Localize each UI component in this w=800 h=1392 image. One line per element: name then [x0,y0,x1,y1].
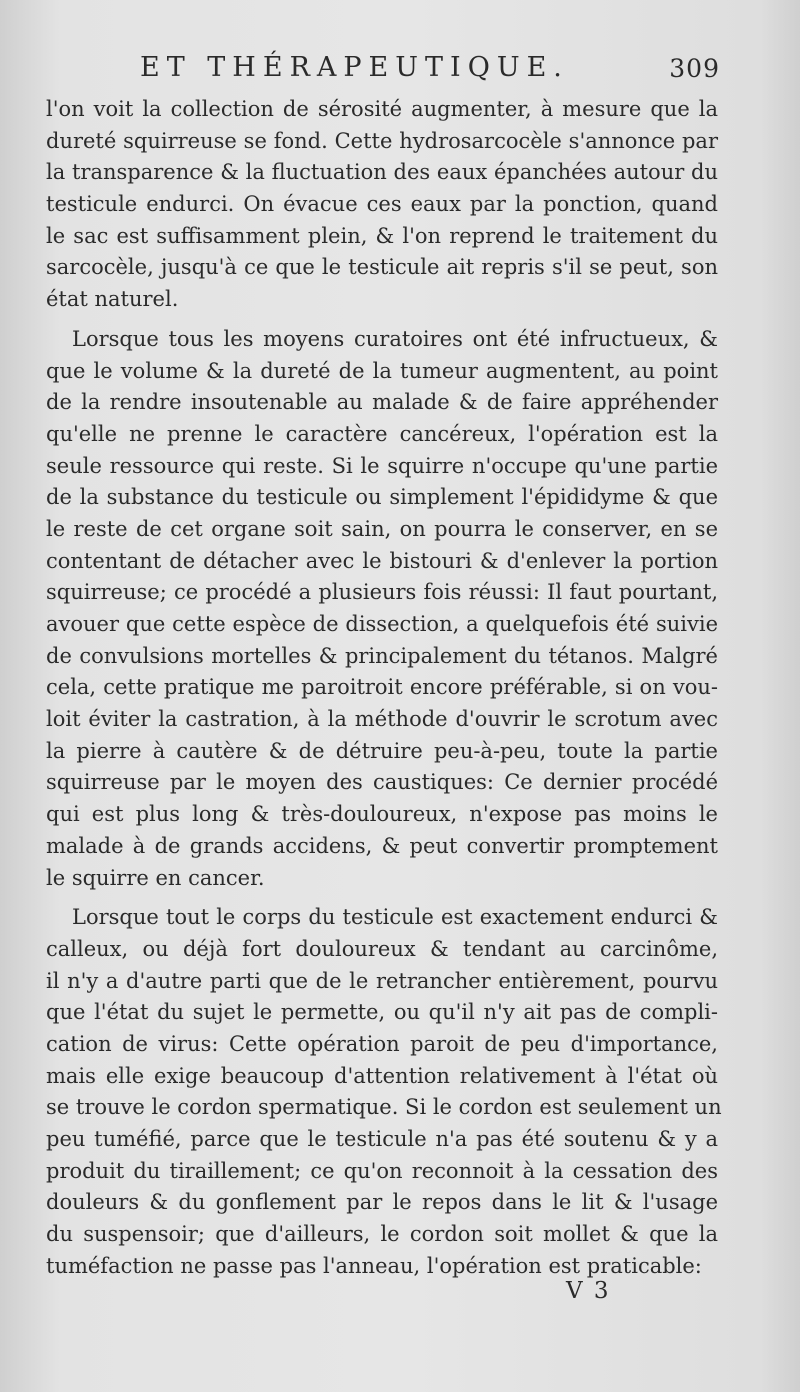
text-line: il n'y a d'autre parti que de le retrancher entièrement, pourvu [46,968,718,993]
text-line: contentant de détacher avec le bistouri & d'enlever la portion [46,548,718,573]
text-line: de convulsions mortelles & principalement du tétanos. Malgré [46,643,718,668]
text-line: se trouve le cordon spermatique. Si le cordon est seulement un [46,1095,722,1120]
paragraph [46,94,718,316]
text-line: sarcocèle, jusqu'à ce que le testicule ait repris s'il se peut, son [46,255,718,280]
text-line: mais elle exige beaucoup d'attention relativement à l'état où [46,1063,718,1088]
text-line: produit du tiraillement; ce qu'on reconnoit à la cessation des [46,1158,718,1183]
paragraph [46,324,718,894]
text-line: malade à de grands accidens, & peut convertir promptement [46,833,718,858]
text-line: dureté squirreuse se fond. Cette hydrosarcocèle s'annonce par [46,128,718,153]
text-line: squirreuse; ce procédé a plusieurs fois réussi: Il faut pourtant, [46,580,718,605]
text-line: tuméfaction ne passe pas l'anneau, l'opération est praticable: [46,1253,702,1278]
text-line: cela, cette pratique me paroitroit encore préférable, si on vou- [46,675,718,700]
text-line: la transparence & la fluctuation des eaux épanchées autour du [46,160,718,185]
text-line: de la rendre insoutenable au malade & de faire appréhender [46,390,718,415]
text-line: calleux, ou déjà fort douloureux & tendant au carcinôme, [46,936,718,961]
text-line: Lorsque tout le corps du testicule est exactement endurci & [72,905,718,930]
running-title: ET THÉRAPEUTIQUE. [140,52,569,83]
text-line: le reste de cet organe soit sain, on pourra le conserver, en se [46,516,718,541]
text-line: Lorsque tous les moyens curatoires ont été infructueux, & [72,326,718,351]
text-line: peu tuméfié, parce que le testicule n'a pas été soutenu & y a [46,1127,718,1151]
signature-mark: V 3 [566,1278,611,1304]
text-line: que l'état du sujet le permette, ou qu'il n'y ait pas de compli- [46,1000,718,1025]
page-header [140,52,720,88]
text-line: douleurs & du gonflement par le repos dans le lit & l'usage [46,1190,718,1215]
text-line: de la substance du testicule ou simplement l'épididyme & que [46,485,718,510]
text-line: la pierre à cautère & de détruire peu-à-peu, toute la partie [46,738,718,763]
text-line: testicule endurci. On évacue ces eaux par la ponction, quand [46,192,718,217]
text-line: le sac est suffisamment plein, & l'on reprend le traitement du [46,223,718,248]
body-text [46,94,722,1282]
text-line: du suspensoir; que d'ailleurs, le cordon soit mollet & que la [46,1222,718,1247]
page-number: 309 [669,54,720,83]
text-line: seule ressource qui reste. Si le squirre n'occupe qu'une partie [46,453,718,478]
text-line: qu'elle ne prenne le caractère cancéreux, l'opération est la [46,421,718,446]
text-line: le squirre en cancer. [46,865,265,890]
text-line: état naturel. [46,287,179,312]
paragraph-gap [46,316,718,324]
text-line: qui est plus long & très-douloureux, n'expose pas moins le [46,802,718,827]
text-line: squirreuse par le moyen des caustiques: Ce dernier procédé [46,770,718,795]
text-line: loit éviter la castration, à la méthode d'ouvrir le scrotum avec [46,707,718,732]
paragraph [46,902,722,1282]
text-line: cation de virus: Cette opération paroit de peu d'importance, [46,1031,718,1056]
text-line: avouer que cette espèce de dissection, a quelquefois été suivie [46,612,718,636]
text-line: que le volume & la dureté de la tumeur augmentent, au point [46,358,718,383]
paragraph-gap [46,894,718,902]
text-line: l'on voit la collection de sérosité augmenter, à mesure que la [46,97,718,121]
